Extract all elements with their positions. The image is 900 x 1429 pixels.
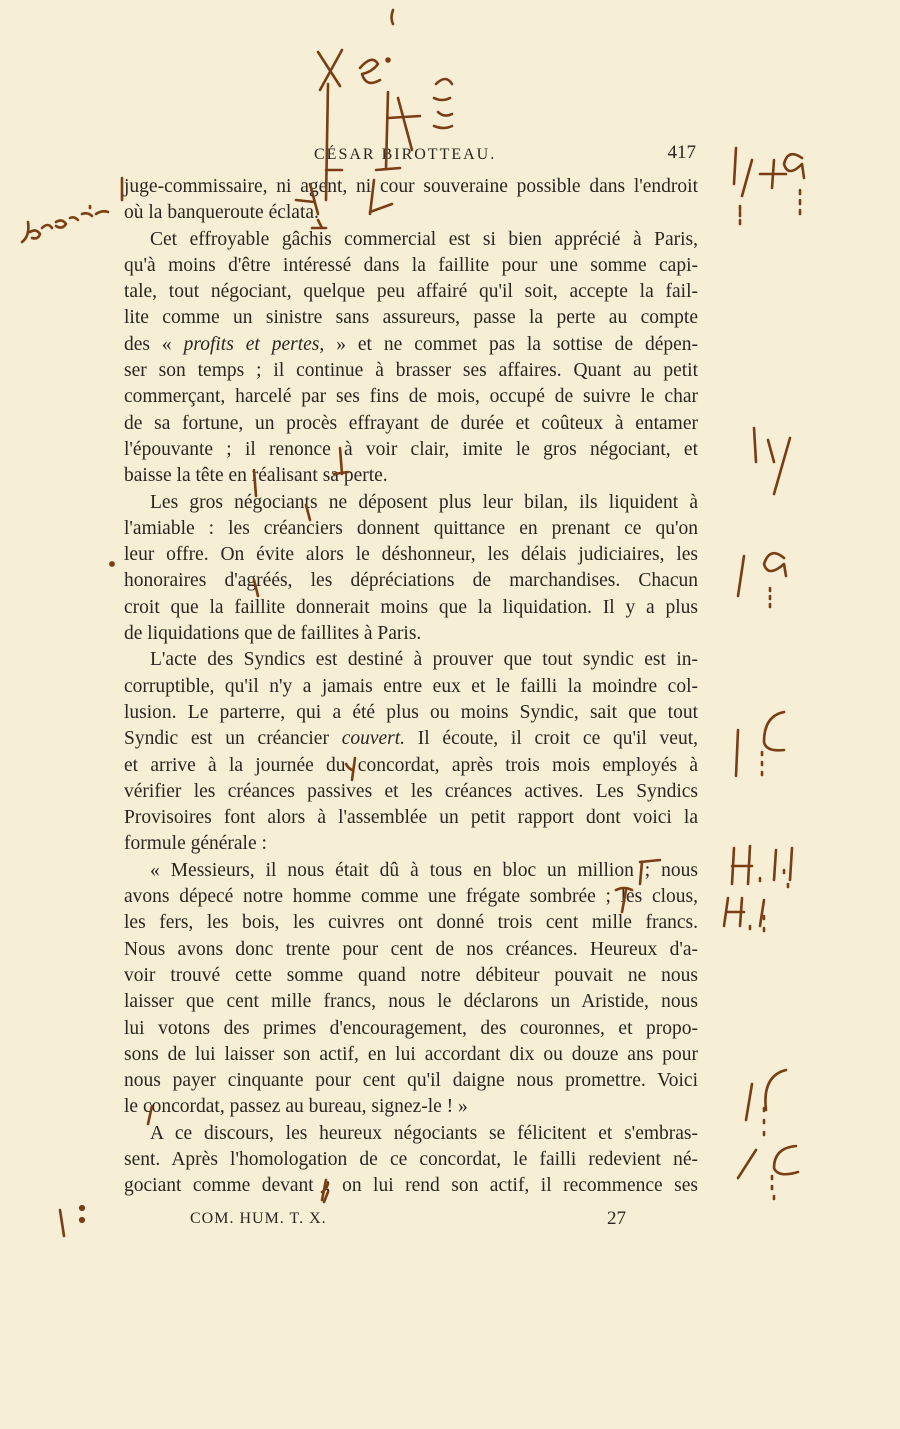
text-line: laisser que cent mille francs, nous le déclarons un Aristide, nous — [124, 991, 698, 1013]
text-line: l'amiable : les créanciers donnent quittance en prenant ce qu'on — [124, 517, 698, 539]
text-line: des « profits et pertes, » et ne commet pas la sottise de dépen- — [124, 333, 699, 355]
text-line: de liquidations que de faillites à Paris. — [124, 623, 422, 645]
text-line: sons de lui laisser son actif, en lui accordant dix ou douze ans pour — [124, 1043, 698, 1065]
text-line: le concordat, passez au bureau, signez-le ! » — [124, 1096, 468, 1118]
text-line: Syndic est un créancier couvert. Il écoute, il croit ce qu'il veut, — [124, 728, 698, 750]
text-line: ser son temps ; il continue à brasser ses affaires. Quant au petit — [124, 360, 698, 382]
text-line: commerçant, harcelé par ses fins de mois, occupé de suivre le char — [124, 386, 698, 408]
text-line: gociant comme devant ; on lui rend son actif, il recommence ses — [124, 1175, 698, 1197]
sheet-number: 27 — [607, 1208, 626, 1229]
text-line: où la banqueroute éclata. — [124, 202, 319, 224]
text-line: « Messieurs, il nous était dû à tous en bloc un million ; nous — [150, 859, 698, 881]
text-line: lusion. Le parterre, qui a été plus ou moins Syndic, sait que tout — [124, 701, 698, 723]
italic-text: couvert. — [341, 728, 406, 750]
text-line: les fers, les bois, les cuivres ont donné trois cent mille francs. — [124, 912, 698, 934]
text-line: de sa fortune, un procès effrayant de durée et coûteux à entamer — [124, 412, 698, 434]
text-line: lite comme un sinistre sans assureurs, passe la perte au compte — [124, 307, 698, 329]
text-line: Provisoires font alors à l'assemblée un petit rapport dont voici la — [124, 807, 698, 829]
text-line: avons dépecé notre homme comme une frégate sombrée ; les clous, — [124, 886, 698, 908]
text-line: leur offre. On évite alors le déshonneur, les délais judiciaires, les — [124, 544, 698, 566]
text-line: formule générale : — [124, 833, 267, 855]
signature-mark: COM. HUM. T. X. — [190, 1210, 327, 1227]
text-line: Nous avons donc trente pour cent de nos créances. Heureux d'a- — [124, 938, 698, 960]
text-line: l'épouvante ; il renonce à voir clair, imite le gros négociant, et — [124, 438, 698, 460]
running-title: CÉSAR BIROTTEAU. — [314, 146, 497, 163]
text-line: L'acte des Syndics est destiné à prouver que tout syndic est in- — [150, 649, 698, 671]
page-header — [124, 142, 696, 168]
text-line: honoraires d'agréés, les dépréciations de marchandises. Chacun — [124, 570, 698, 592]
text-line: croit que la faillite donnerait moins que la liquidation. Il y a plus — [124, 596, 698, 618]
text-line: Cet effroyable gâchis commercial est si bien apprécié à Paris, — [150, 228, 698, 250]
text-line: corruptible, qu'il n'y a jamais entre eux et le failli la moindre col- — [124, 675, 698, 697]
page-footer — [190, 1210, 650, 1234]
text-line: vérifier les créances passives et les créances actives. Les Syndics — [124, 780, 698, 802]
text-line: qu'à moins d'être intéressé dans la faillite pour une somme capi- — [124, 254, 698, 276]
text-line: sent. Après l'homologation de ce concordat, le failli redevient né- — [124, 1148, 698, 1170]
text-line: lui votons des primes d'encouragement, des couronnes, et propo- — [124, 1017, 698, 1039]
page-number: 417 — [667, 142, 696, 163]
text-line: voir trouvé cette somme quand notre débiteur pouvait ne nous — [124, 964, 698, 986]
text-line: Les gros négociants ne déposent plus leur bilan, ils liquident à — [150, 491, 698, 513]
text-line: A ce discours, les heureux négociants se félicitent et s'embras- — [150, 1122, 698, 1144]
text-line: et arrive à la journée du concordat, après trois mois employés à — [124, 754, 698, 776]
text-line: tale, tout négociant, quelque peu affairé qu'il soit, accepte la fail- — [124, 281, 698, 303]
text-line: juge-commissaire, ni agent, ni cour souveraine possible dans l'endroit — [124, 176, 698, 197]
body-text — [124, 174, 698, 1200]
text-line: nous payer cinquante pour cent qu'il daigne nous promettre. Voici — [124, 1070, 698, 1092]
italic-text: profits et pertes, — [183, 333, 325, 355]
text-line: baisse la tête en réalisant sa perte. — [124, 465, 388, 487]
